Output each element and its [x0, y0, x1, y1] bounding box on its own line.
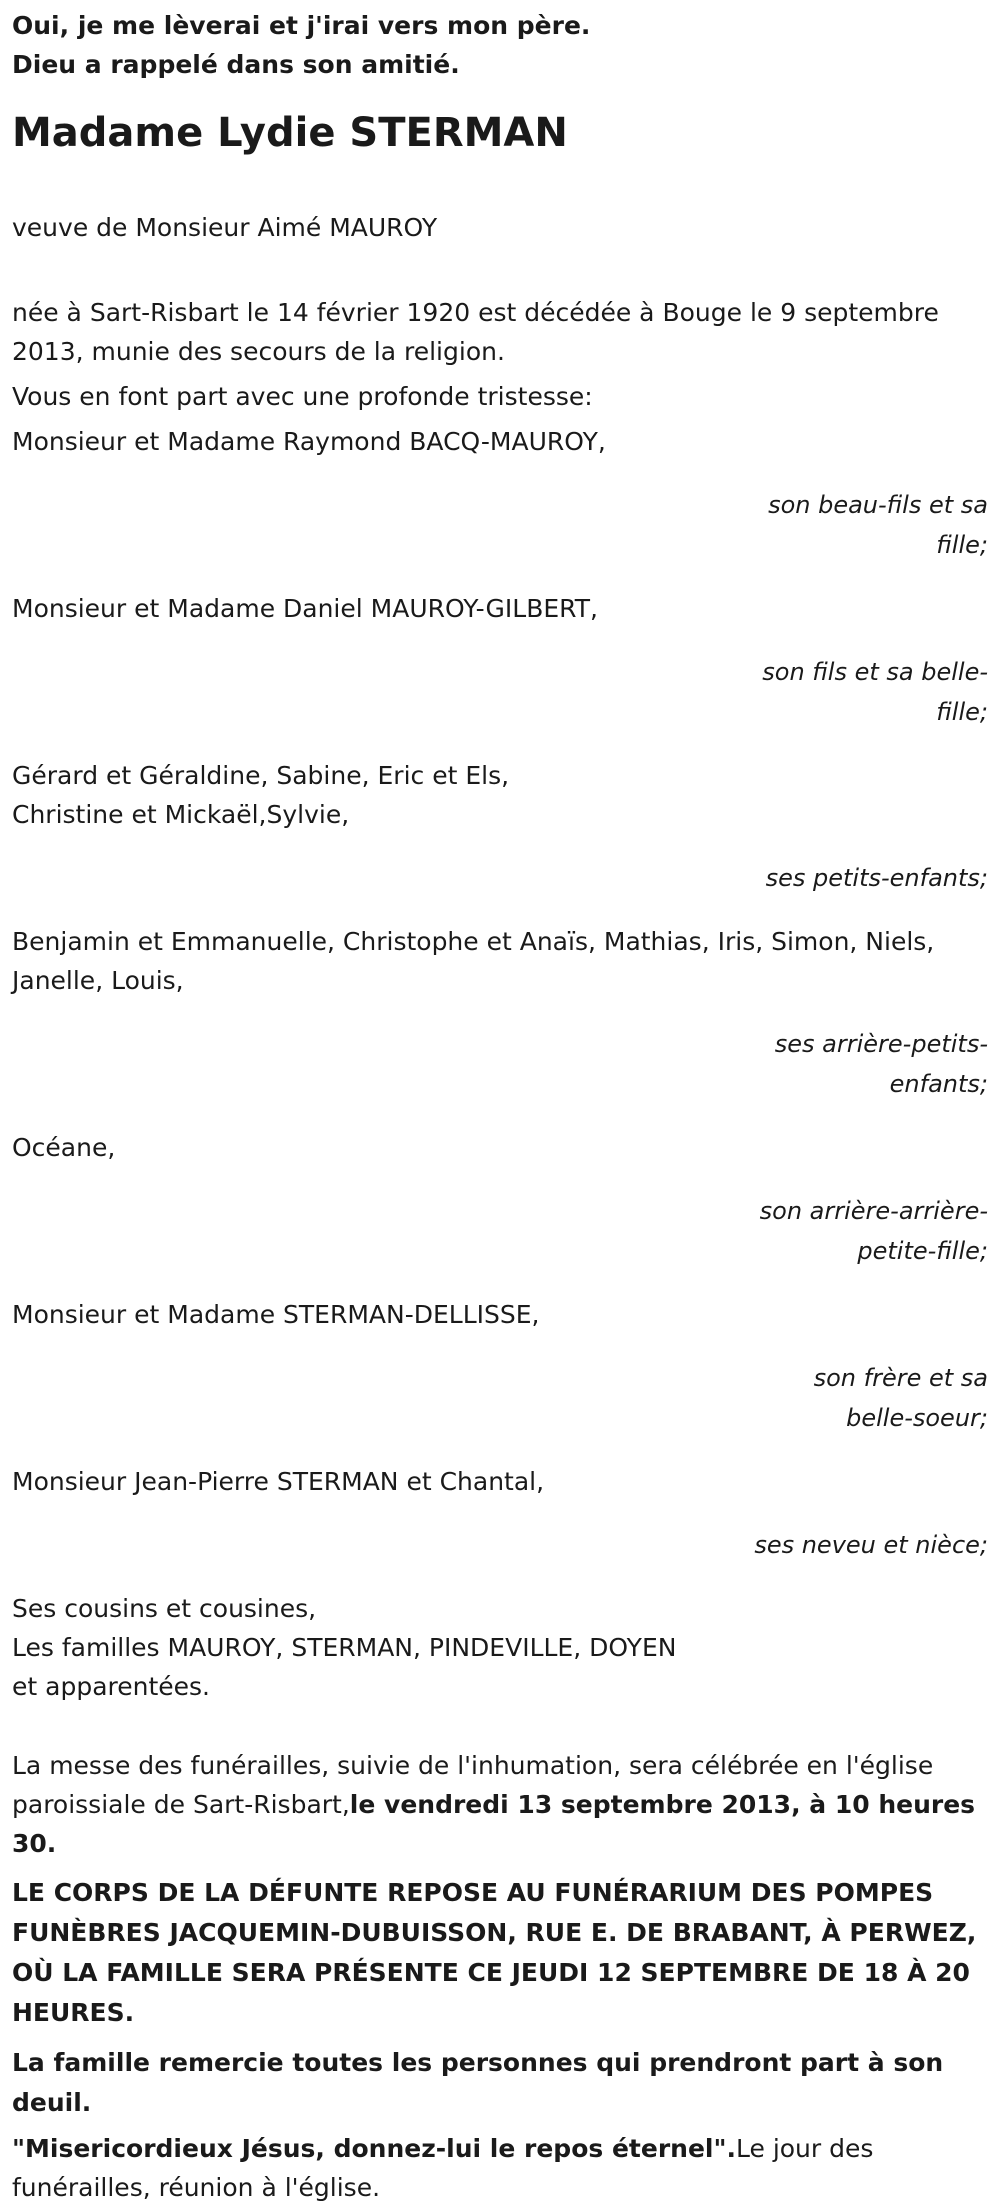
prayer-quote: "Misericordieux Jésus, donnez-lui le repos éternel".	[12, 2134, 736, 2163]
birth-death-text: née à Sart-Risbart le 14 février 1920 est décédée à Bouge le 9 septembre 2013, munie des secours de la religion.	[12, 298, 939, 366]
family-entry	[12, 1462, 988, 1565]
funerarium-notice: LE CORPS DE LA DÉFUNTE REPOSE AU FUNÉRARIUM DES POMPES FUNÈBRES JACQUEMIN-DUBUISSON, RUE E. DE BRABANT, À PERWEZ, OÙ LA FAMILLE SERA PRÉSENTE CE JEUDI 12 SEPTEMBRE DE 18 À 20 HEURES.	[12, 1878, 977, 2027]
family-relation: son arrière-arrière-petite-fille;	[759, 1197, 988, 1265]
family-relation: ses petits-enfants;	[765, 864, 988, 892]
mass-date: le vendredi 13 septembre 2013, à 10 heures 30.	[12, 1790, 976, 1858]
family-relation: ses arrière-petits-enfants;	[774, 1030, 988, 1098]
family-entry	[12, 1295, 988, 1438]
family-names: Benjamin et Emmanuelle, Christophe et Anaïs, Mathias, Iris, Simon, Niels, Janelle, Louis,	[12, 927, 935, 995]
family-entry	[12, 589, 988, 732]
cousins-line: et apparentées.	[12, 1672, 210, 1701]
cousins-line: Ses cousins et cousines,	[12, 1594, 317, 1623]
thanks-text: La famille remercie toutes les personnes qui prendront part à son deuil.	[12, 2048, 944, 2117]
mass-text: La messe des funérailles, suivie de l'inhumation, sera célébrée en l'église paroissiale de Sart-Risbart,	[12, 1751, 934, 1819]
family-entry	[12, 922, 988, 1104]
deceased-name: Madame Lydie STERMAN	[12, 110, 568, 156]
family-entry	[12, 422, 988, 565]
family-relation: son frère et sa belle-soeur;	[813, 1364, 988, 1432]
widow-of: veuve de Monsieur Aimé MAUROY	[12, 213, 438, 242]
family-names: Monsieur et Madame Raymond BACQ-MAUROY,	[12, 427, 606, 456]
cousins-block	[12, 1589, 988, 1706]
verse-line: Dieu a rappelé dans son amitié.	[12, 50, 460, 79]
family-names: Océane,	[12, 1133, 116, 1162]
funeral-mass-text	[12, 1746, 988, 1863]
family-names: Monsieur et Madame STERMAN-DELLISSE,	[12, 1300, 540, 1329]
family-entry	[12, 756, 988, 898]
cousins-line: Les familles MAUROY, STERMAN, PINDEVILLE, DOYEN	[12, 1633, 677, 1662]
announce-text: Vous en font part avec une profonde tristesse:	[12, 382, 593, 411]
family-relation: son beau-fils et sa fille;	[768, 491, 988, 559]
family-relation: son fils et sa belle-fille;	[762, 658, 988, 726]
family-entry	[12, 1128, 988, 1271]
prayer-note: Le jour des funérailles, réunion à l'église.	[12, 2134, 874, 2202]
family-relation: ses neveu et nièce;	[754, 1531, 988, 1559]
family-names: Gérard et Géraldine, Sabine, Eric et Els,	[12, 761, 510, 790]
family-names: Monsieur et Madame Daniel MAUROY-GILBERT,	[12, 594, 598, 623]
family-names: Monsieur Jean-Pierre STERMAN et Chantal,	[12, 1467, 545, 1496]
prayer-text	[12, 2129, 988, 2207]
family-names: Christine et Mickaël,Sylvie,	[12, 800, 350, 829]
verse-line: Oui, je me lèverai et j'irai vers mon père.	[12, 11, 591, 40]
